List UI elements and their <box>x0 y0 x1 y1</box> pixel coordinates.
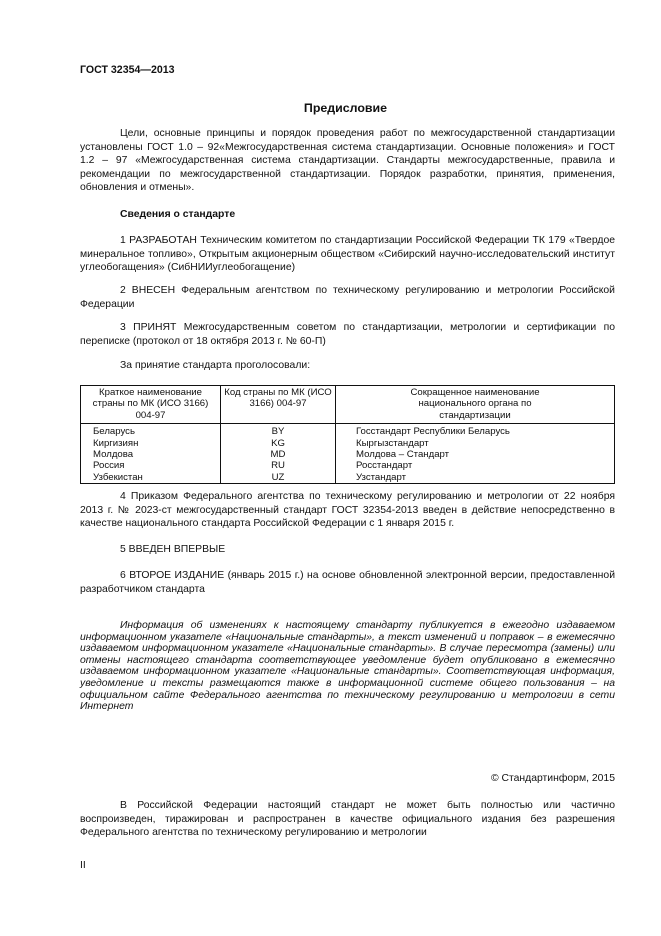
body-cell: Кыргызстандарт <box>336 438 615 449</box>
column-header-code: Код страны по МК (ИСО 3166) 004-97 <box>221 386 336 424</box>
item-developed: 1 РАЗРАБОТАН Техническим комитетом по стандартизации Российской Федерации ТК 179 «Твердое минеральное топливо», Открытым акционерным обществом «Сибирский научно-исследовательский институт углеобогащения» (СибНИИуглеобогащение) <box>80 235 615 274</box>
country-cell: Киргизиян <box>81 438 221 449</box>
body-cell: Узстандарт <box>336 472 615 484</box>
item-second-edition: 6 ВТОРОЕ ИЗДАНИЕ (январь 2015 г.) на основе обновленной электронной версии, предоставленной разработчиком стандарта <box>80 570 615 595</box>
copyright: © Стандартинформ, 2015 <box>490 773 615 784</box>
document-number: ГОСТ 32354—2013 <box>80 64 175 76</box>
item-first-introduced: 5 ВВЕДЕН ВПЕРВЫЕ <box>120 544 226 555</box>
changes-notice: Информация об изменениях к настоящему стандарту публикуется в ежегодно издаваемом информационном указателе «Национальные стандарты», а текст изменений и поправок – в ежемесячно издаваемом информационном указателе «Национальные стандарты». В случае пересмотра (замены) или отмены настоящего стандарта соответствующее уведомление будет опубликовано в ежемесячно издаваемом информационном указателе «Национальные стандарты». Соответствующая информация, уведомление и тексты размещаются также в информационной системе общего пользования – на официальном сайте Федерального агентства по техническому регулированию и метрологии в сети Интернет <box>80 620 615 713</box>
table-row <box>81 449 615 460</box>
code-cell: RU <box>221 460 336 471</box>
rights-notice: В Российской Федерации настоящий стандарт не может быть полностью или частично воспроизведен, тиражирован и распространен в качестве официального издания без разрешения Федерального агентства по техническому регулированию и метрологии <box>80 800 615 839</box>
column-header-country: Краткое наименование страны по МК (ИСО 3166) 004-97 <box>81 386 221 424</box>
code-cell: BY <box>221 424 336 438</box>
body-cell: Молдова – Стандарт <box>336 449 615 460</box>
table-row <box>81 424 615 438</box>
code-cell: MD <box>221 449 336 460</box>
code-cell: UZ <box>221 472 336 484</box>
column-header-body: Сокращенное наименование национального органа по стандартизации <box>336 386 615 424</box>
item-order: 4 Приказом Федерального агентства по техническому регулированию и метрологии от 22 ноября 2013 г. № 2023-ст межгосударственный стандарт ГОСТ 32354-2013 введен в действие непосредственно в качестве национального стандарта Российской Федерации с 1 января 2015 г. <box>80 491 615 530</box>
code-cell: KG <box>221 438 336 449</box>
table-row <box>81 472 615 484</box>
page-title: Предисловие <box>303 101 388 115</box>
intro-paragraph: Цели, основные принципы и порядок проведения работ по межгосударственной стандартизации установлены ГОСТ 1.0 – 92«Межгосударственная система стандартизации. Основные положения» и ГОСТ 1.2 – 97 «Межгосударственная система стандартизации. Стандарты межгосударственные, правила и рекомендации по межгосударственной стандартизации. Порядок разработки, принятия, применения, обновления и отмены». <box>80 128 615 194</box>
body-cell: Росстандарт <box>336 460 615 471</box>
voting-table <box>80 385 615 484</box>
table-row <box>81 460 615 471</box>
page-number: II <box>80 860 86 871</box>
country-cell: Молдова <box>81 449 221 460</box>
country-cell: Узбекистан <box>81 472 221 484</box>
country-cell: Россия <box>81 460 221 471</box>
vote-label: За принятие стандарта проголосовали: <box>120 360 311 371</box>
table-row <box>81 438 615 449</box>
body-cell: Госстандарт Республики Беларусь <box>336 424 615 438</box>
section-heading: Сведения о стандарте <box>120 209 236 220</box>
item-submitted: 2 ВНЕСЕН Федеральным агентством по техническому регулированию и метрологии Российской Федерации <box>80 285 615 310</box>
item-adopted: 3 ПРИНЯТ Межгосударственным советом по стандартизации, метрологии и сертификации по переписке (протокол от 18 октября 2013 г. № 60-П) <box>80 322 615 347</box>
country-cell: Беларусь <box>81 424 221 438</box>
